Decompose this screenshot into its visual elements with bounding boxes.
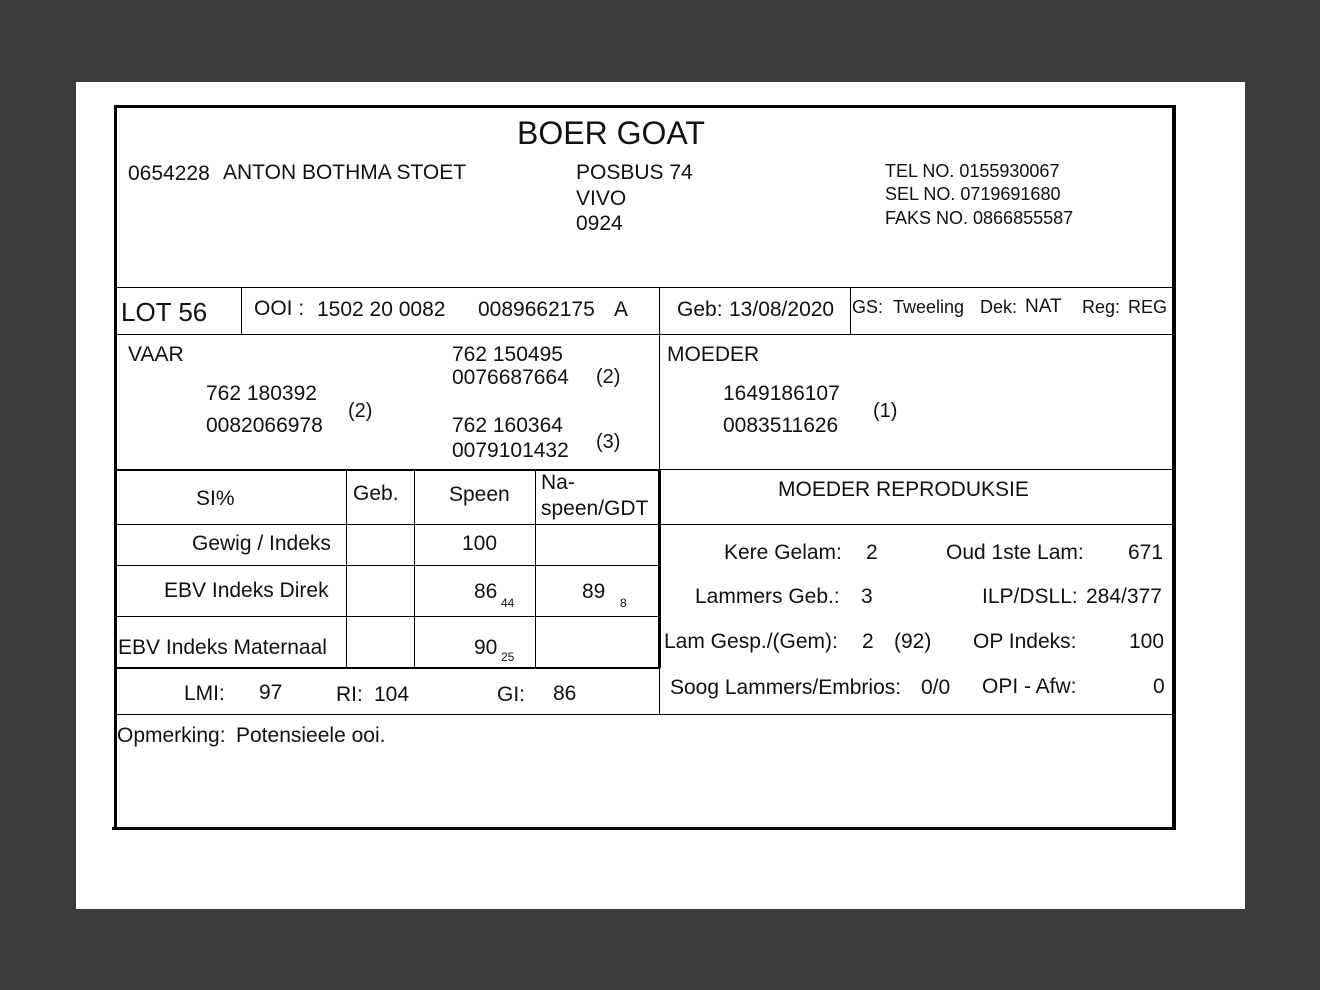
speen-header: Speen — [449, 483, 510, 506]
lammers-value: 3 — [861, 585, 873, 608]
ooi-id: 0089662175 — [478, 298, 595, 321]
ri-value: 104 — [374, 683, 410, 706]
reg-label: Reg: — [1082, 297, 1121, 317]
row-maternaal-speen: 90 — [474, 636, 498, 659]
address-line-2: VIVO — [576, 187, 627, 210]
row-gewig-speen: 100 — [462, 532, 498, 555]
ooi-number: 1502 20 0082 — [317, 298, 446, 321]
ooi-label: OOI : — [254, 297, 305, 320]
row-maternaal-label: EBV Indeks Maternaal — [118, 636, 327, 659]
moeder-label: MOEDER — [667, 343, 760, 366]
dam-id: 0083511626 — [723, 414, 839, 437]
ilp-value: 284/377 — [1086, 585, 1162, 608]
ilp-label: ILP/DSLL: — [982, 585, 1078, 608]
row-maternaal-speen-sub: 25 — [501, 650, 515, 664]
dek-value: NAT — [1025, 296, 1062, 317]
opi-value: 0 — [1153, 675, 1165, 698]
row-direk-label: EBV Indeks Direk — [164, 579, 329, 602]
gs-label: GS: — [852, 297, 884, 317]
rule-after-summary — [116, 714, 1173, 715]
dam-number: 1649186107 — [723, 382, 840, 405]
faks-number: FAKS NO. 0866855587 — [885, 208, 1074, 228]
oud-label: Oud 1ste Lam: — [946, 541, 1084, 564]
row-gewig-label: Gewig / Indeks — [192, 532, 331, 555]
gi-value: 86 — [553, 682, 577, 705]
dek-label: Dek: — [980, 297, 1018, 317]
soog-label: Soog Lammers/Embrios: — [670, 676, 902, 699]
row-direk-naspeen: 89 — [582, 580, 606, 603]
rule-col-speen — [414, 470, 415, 667]
row-direk-speen: 86 — [474, 580, 498, 603]
dam-count: (1) — [873, 400, 898, 422]
granddam-id: 0079101432 — [452, 439, 569, 462]
lam-gem: (92) — [894, 630, 932, 653]
reg-value: REG — [1128, 297, 1168, 317]
grandsire-number: 762 150495 — [452, 343, 563, 366]
rule-col-geb — [346, 470, 347, 667]
rule-index-row2 — [116, 616, 660, 617]
frame-right — [1172, 105, 1176, 830]
lmi-value: 97 — [259, 681, 283, 704]
geb-header: Geb. — [353, 482, 399, 505]
address-line-3: 0924 — [576, 212, 623, 235]
address-line-1: POSBUS 74 — [576, 161, 693, 184]
lammers-label: Lammers Geb.: — [695, 585, 840, 608]
rule-index-header — [116, 524, 1173, 525]
lam-value: 2 — [862, 630, 874, 653]
breeder-id: 0654228 — [128, 162, 210, 185]
frame-left — [114, 105, 117, 830]
lam-label: Lam Gesp./(Gem): — [664, 630, 838, 653]
sire-number: 762 180392 — [206, 382, 317, 405]
tel-number: TEL NO. 0155930067 — [885, 161, 1060, 181]
lmi-label: LMI: — [184, 682, 225, 705]
geb-label: Geb: — [677, 298, 723, 321]
rule-col-naspeen — [535, 470, 536, 667]
rule-after-pedigree-left — [116, 469, 660, 471]
granddam-number: 762 160364 — [452, 414, 563, 437]
row-direk-naspeen-sub: 8 — [620, 596, 627, 610]
rule-after-pedigree-right — [660, 469, 1173, 470]
naspeen-header-line2: speen/GDT — [541, 497, 649, 520]
remark-text: Potensieele ooi. — [236, 724, 386, 747]
ooi-grade: A — [614, 298, 629, 321]
rule-lot-divider — [241, 288, 242, 334]
breeder-name: ANTON BOTHMA STOET — [223, 161, 467, 184]
gi-label: GI: — [497, 683, 526, 706]
rule-index-row1 — [116, 565, 660, 566]
op-value: 100 — [1129, 630, 1165, 653]
rule-geb-divider — [850, 288, 851, 334]
naspeen-header-line1: Na- — [541, 471, 575, 494]
grandsire-id: 0076687664 — [452, 366, 569, 389]
opi-label: OPI - Afw: — [982, 675, 1077, 698]
reproduction-title: MOEDER REPRODUKSIE — [778, 478, 1029, 501]
oud-value: 671 — [1128, 541, 1164, 564]
vaar-label: VAAR — [128, 343, 184, 366]
grandsire-count: (2) — [596, 366, 621, 388]
remark-label: Opmerking: — [117, 724, 226, 747]
kere-value: 2 — [866, 541, 878, 564]
op-label: OP Indeks: — [973, 630, 1077, 653]
frame-top — [114, 105, 1176, 108]
geb-date: 13/08/2020 — [729, 298, 835, 321]
frame-bottom — [112, 827, 1174, 830]
rule-after-lot — [116, 334, 1173, 335]
lot-label: LOT 56 — [121, 297, 208, 327]
row-direk-speen-sub: 44 — [501, 596, 515, 610]
si-header: SI% — [196, 487, 235, 510]
ri-label: RI: — [336, 683, 363, 706]
sire-count: (2) — [348, 400, 373, 422]
granddam-count: (3) — [596, 431, 621, 453]
sel-number: SEL NO. 0719691680 — [885, 184, 1061, 204]
sire-id: 0082066978 — [206, 414, 323, 437]
card-title: BOER GOAT — [517, 115, 705, 151]
kere-label: Kere Gelam: — [724, 541, 842, 564]
gs-value: Tweeling — [893, 297, 965, 317]
soog-value: 0/0 — [921, 676, 951, 699]
rule-index-bottom — [116, 667, 660, 669]
rule-middle-thick — [658, 470, 661, 668]
rule-after-header — [116, 287, 1173, 288]
